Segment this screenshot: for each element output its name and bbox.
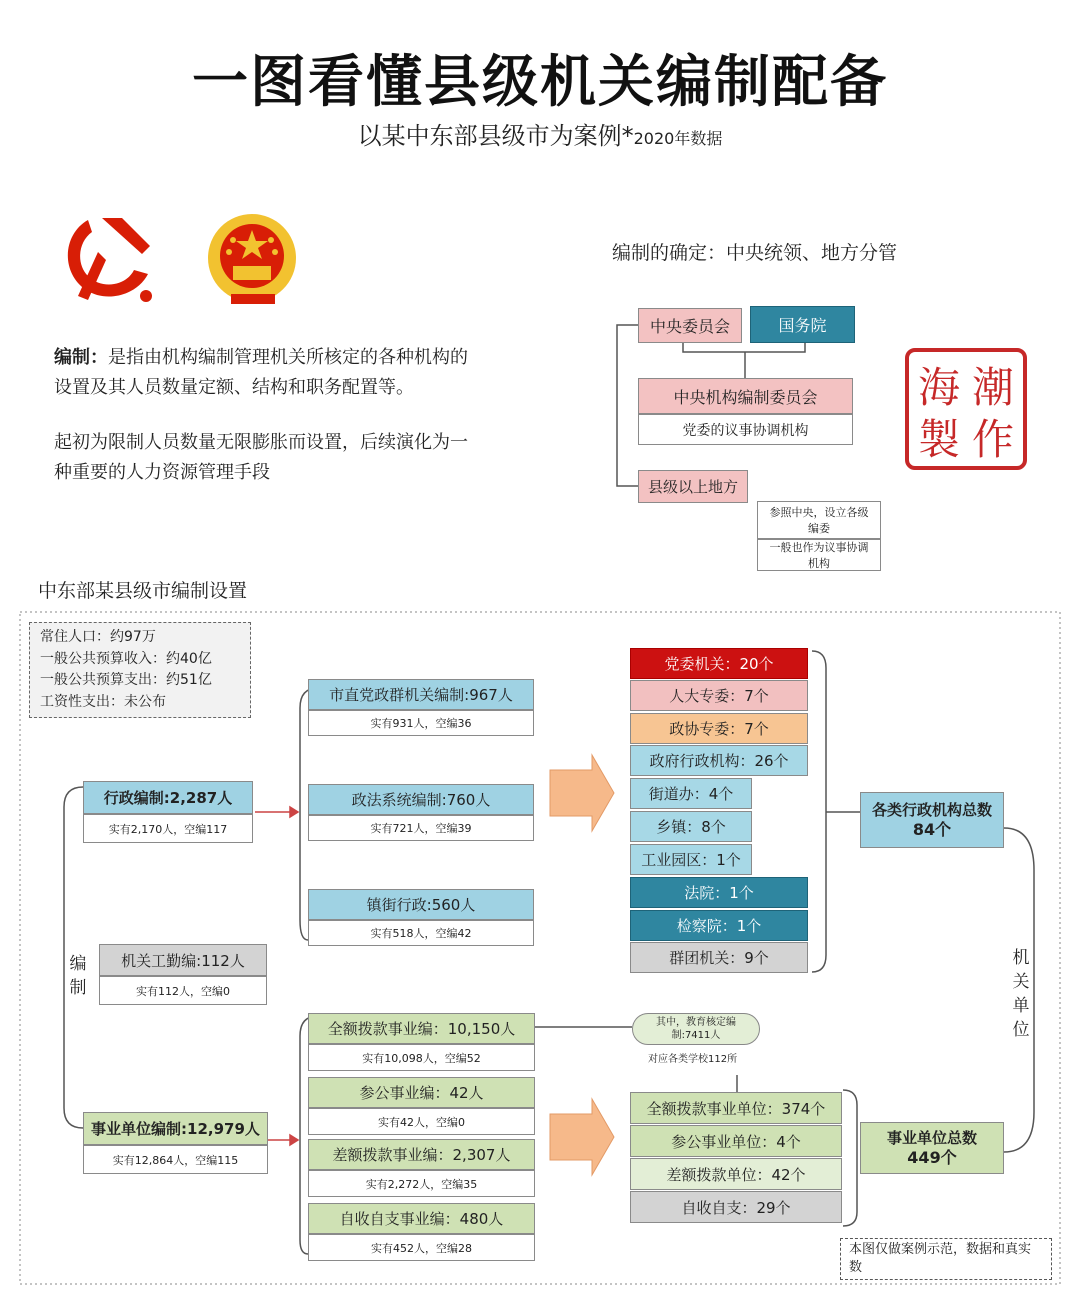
agency-gov: 政府行政机构：26个 [630,745,808,776]
arrow-admin [550,755,614,831]
stat-population: 常住人口：约97万 [40,629,156,645]
edu-note-sub: 对应各类学校112所 [648,1054,738,1065]
inst-group-civil-box: 参公事业编：42人 [308,1077,535,1108]
unit-self: 自收自支：29个 [630,1191,842,1223]
state-council-box: 国务院 [750,306,855,343]
unit-diff: 差额拨款单位：42个 [630,1158,842,1190]
agency-cppcc: 政协专委：7个 [630,713,808,744]
admin-group-town-detail: 实有518人，空编42 [308,920,534,946]
national-emblem-icon [205,210,300,308]
stat-revenue: 一般公共预算收入：约40亿 [40,650,212,667]
local-box: 县级以上地方 [638,470,748,503]
agency-party: 党委机关：20个 [630,648,808,679]
unit-full: 全额拨款事业单位：374个 [630,1092,842,1124]
agency-court: 法院：1个 [630,877,808,908]
subtitle-note: 2020年数据 [633,129,723,148]
svg-text:製: 製 [917,415,961,464]
determination-heading: 编制的确定：中央统领、地方分管 [612,242,898,264]
agency-npc: 人大专委：7个 [630,680,808,711]
definition-text: 编制：是指由机构编制管理机关所核定的各种机构的设置及其人员数量定额、结构和职务配置等。 [54,347,468,398]
svg-text:潮: 潮 [971,363,1015,412]
edu-note-bubble: 其中，教育核定编制:7411人 [632,1013,760,1045]
unit-total-label: 事业单位总数 [886,1129,977,1147]
agency-township: 乡镇：8个 [630,811,752,842]
admin-quota-detail: 实有2,170人，空编117 [83,814,253,843]
arrow-institution [550,1099,614,1175]
inst-group-diff-detail: 实有2,272人，空编35 [308,1170,535,1197]
institution-quota-detail: 实有12,864人，空编115 [83,1145,268,1174]
agency-procuratorate: 检察院：1个 [630,910,808,941]
page-subtitle: 以某中东部县级市为案例*2020年数据 [357,122,723,150]
agency-total-value: 84个 [912,820,952,839]
party-emblem-icon [58,212,154,304]
definition-term: 编制： [54,347,108,368]
section-title: 中东部某县级市编制设置 [38,580,248,602]
agency-mass-org: 群团机关：9个 [630,942,808,973]
admin-group-legal-box: 政法系统编制:760人 [308,784,534,815]
stats-box [29,622,251,718]
workers-quota-detail: 实有112人，空编0 [99,976,267,1005]
definition-history: 起初为限制人员数量无限膨胀而设置，后续演化为一种重要的人力资源管理手段 [54,432,468,483]
institution-quota-box: 事业单位编制:12,979人 [83,1112,268,1145]
inst-group-self-box: 自收自支事业编：480人 [308,1203,535,1234]
agency-industrial-park: 工业园区：1个 [630,844,752,875]
author-stamp [905,348,1027,470]
svg-text:海: 海 [917,363,961,412]
agency-total-box [860,792,1004,848]
inst-group-civil-detail: 实有42人，空编0 [308,1108,535,1135]
local-note-1: 参照中央，设立各级编委 [757,501,881,539]
local-note-2: 一般也作为议事协调机构 [757,539,881,571]
unit-total-value: 449个 [907,1148,957,1167]
admin-group-party-box: 市直党政群机关编制:967人 [308,679,534,710]
central-committee-box: 中央委员会 [638,308,742,343]
inst-group-full-detail: 实有10,098人，空编52 [308,1044,535,1071]
admin-group-party-detail: 实有931人，空编36 [308,710,534,736]
label-bianzhi: 编制 [69,954,87,998]
label-jiguan-danwei: 机关单位 [1012,948,1030,1040]
unit-civil: 参公事业单位：4个 [630,1125,842,1157]
stat-wages: 工资性支出：未公布 [40,693,166,710]
inst-group-diff-box: 差额拨款事业编：2,307人 [308,1139,535,1170]
admin-group-legal-detail: 实有721人，空编39 [308,815,534,841]
unit-total-box [860,1122,1004,1174]
admin-quota-box: 行政编制:2,287人 [83,781,253,814]
footnote-box: 本图仅做案例示范，数据和真实数 [840,1238,1052,1280]
commission-note: 党委的议事协调机构 [638,414,853,445]
workers-quota-box: 机关工勤编:112人 [99,944,267,976]
page-title: 一图看懂县级机关编制配备 [192,50,888,115]
admin-group-town-box: 镇街行政:560人 [308,889,534,920]
inst-group-self-detail: 实有452人，空编28 [308,1234,535,1261]
stat-expenditure: 一般公共预算支出：约51亿 [40,672,212,688]
agency-subdistrict: 街道办：4个 [630,778,752,809]
inst-group-full-box: 全额拨款事业编：10,150人 [308,1013,535,1044]
svg-text:作: 作 [971,415,1015,464]
commission-box: 中央机构编制委员会 [638,378,853,414]
stamp-seal-icon [909,352,1023,466]
agency-total-label: 各类行政机构总数 [871,801,992,819]
